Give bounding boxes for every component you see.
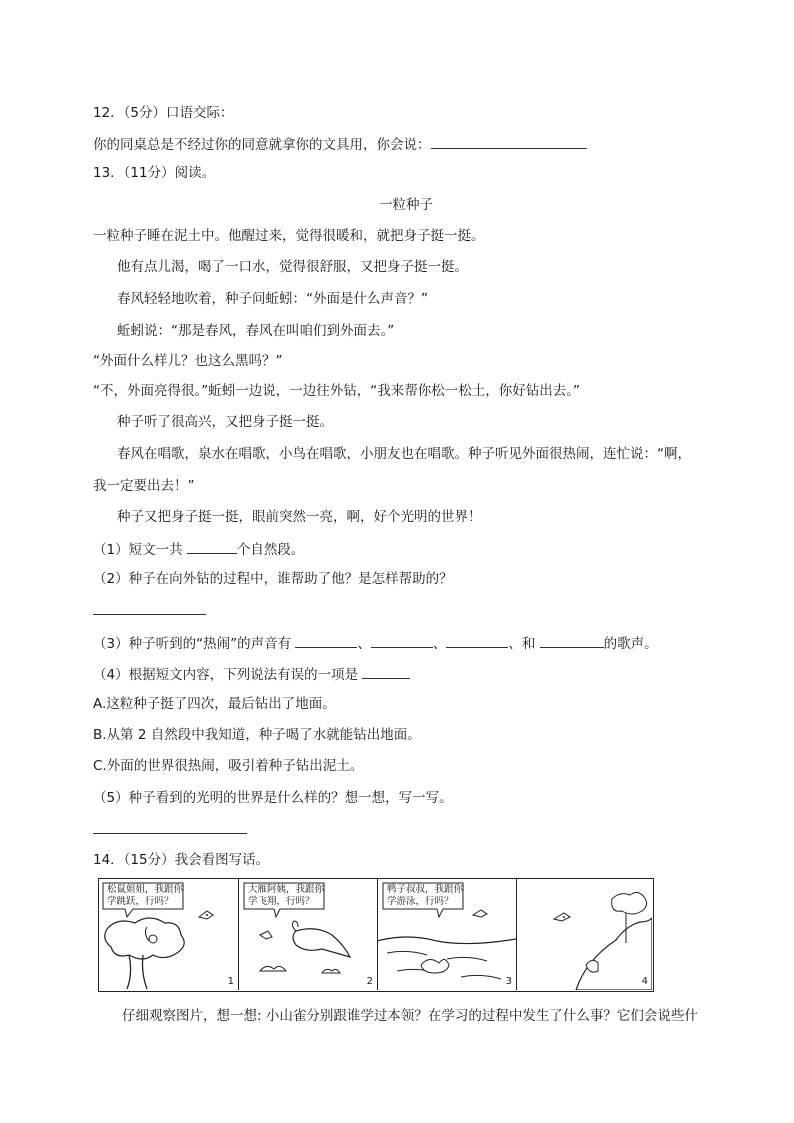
panel-3-bubble-line: 鸭子叔叔，我跟你: [387, 884, 464, 895]
panel-1-number: 1: [227, 976, 234, 987]
q13-sub3: [93, 633, 658, 653]
sub3-blank-2[interactable]: [371, 633, 433, 648]
sub3-blank-3[interactable]: [446, 633, 508, 648]
q13-header: 13．（11分）阅读。: [93, 165, 216, 181]
option-b: B.从第 2 自然段中我知道，种子喝了水就能钻出地面。: [93, 727, 421, 743]
passage-paragraph: 他有点儿渴，喝了一口水，觉得很舒服，又把身子挺一挺。: [117, 259, 468, 275]
q12-prompt: [93, 134, 587, 154]
sub3-blank-1[interactable]: [295, 633, 357, 648]
passage-paragraph: 一粒种子睡在泥土中。他醒过来，觉得很暖和，就把身子挺一挺。: [93, 228, 485, 244]
q13-sub4: [93, 664, 410, 684]
passage-paragraph: “不，外面亮得很。”蚯蚓一边说，一边往外钻，“我来帮你松一松土，你好钻出去。”: [93, 383, 580, 399]
sub3-end: 的歌声。: [603, 636, 658, 652]
comic-panel-2: [238, 879, 378, 990]
sub3-blank-4[interactable]: [540, 633, 604, 648]
q12-header: 12．（5分）口语交际：: [93, 105, 234, 121]
comic-strip: [98, 878, 654, 992]
passage-paragraph: 种子又把身子挺一挺，眼前突然一亮，啊，好个光明的世界！: [117, 509, 482, 525]
panel-4-number: 4: [641, 976, 648, 987]
option-a: A.这粒种子挺了四次，最后钻出了地面。: [93, 696, 336, 712]
panel-2-number: 2: [366, 976, 373, 987]
sub4-text: （4）根据短文内容，下列说法有误的一项是: [93, 667, 359, 683]
sub3-sep: 、: [432, 636, 447, 652]
sub3-text: （3）种子听到的“热闹”的声音有: [93, 636, 292, 652]
sub3-sep: 、和: [508, 636, 536, 652]
comic-panel-3: [377, 879, 517, 990]
sub3-sep: 、: [357, 636, 371, 652]
passage-paragraph: 春风轻轻地吹着，种子问蚯蚓：“外面是什么声音？”: [117, 291, 428, 307]
panel-2-bubble-line: 大雁阿姨，我跟你: [248, 884, 325, 895]
passage-paragraph: 种子听了很高兴，又把身子挺一挺。: [117, 414, 333, 430]
q12-prompt-text: 你的同桌总是不经过你的同意就拿你的文具用，你会说：: [93, 137, 431, 153]
passage-paragraph-continued: 我一定要出去！”: [93, 478, 195, 494]
sub4-answer-blank[interactable]: [362, 664, 410, 679]
passage-paragraph: “外面什么样儿？也这么黑吗？”: [93, 353, 283, 369]
q13-sub5: （5）种子看到的光明的世界是什么样的？想一想，写一写。: [93, 790, 453, 806]
q14-header: 14．（15分）我会看图写话。: [93, 852, 270, 868]
passage-paragraph: 蚯蚓说：“那是春风，春风在叫咱们到外面去。”: [117, 323, 395, 339]
panel-3-number: 3: [505, 976, 512, 987]
option-c: C.外面的世界很热闹，吸引着种子钻出泥土。: [93, 758, 364, 774]
comic-panel-1: [99, 879, 239, 990]
sub2-answer-line[interactable]: [93, 614, 206, 615]
comic-panel-4: [516, 879, 652, 990]
bird-cliff-illustration: [516, 879, 652, 990]
passage-title: 一粒种子: [379, 197, 433, 213]
panel-2-bubble-line: 学飞翔，行吗？: [248, 896, 315, 907]
sub1-answer-blank[interactable]: [187, 539, 237, 554]
panel-1-bubble-line: 松鼠姐姐，我跟你: [107, 884, 184, 895]
sub1-text-b: 个自然段。: [236, 542, 305, 558]
q12-answer-blank[interactable]: [431, 134, 587, 149]
sub5-answer-line[interactable]: [93, 833, 247, 834]
panel-3-bubble-line: 学游泳，行吗？: [387, 896, 454, 907]
q14-instruction: 仔细观察图片，想一想: 小山雀分别跟谁学过本领？在学习的过程中发生了什么事？它们会说些什: [122, 1008, 698, 1024]
panel-1-bubble-line: 学跳跃，行吗？: [107, 896, 174, 907]
q13-sub2: （2）种子在向外钻的过程中，谁帮助了他？是怎样帮助的？: [93, 571, 453, 587]
q13-sub1: [93, 539, 304, 559]
sub1-text-a: （1）短文一共: [93, 542, 183, 558]
passage-paragraph: 春风在唱歌，泉水在唱歌，小鸟在唱歌，小朋友也在唱歌。种子听见外面很热闹，连忙说：“啊，: [117, 446, 691, 462]
